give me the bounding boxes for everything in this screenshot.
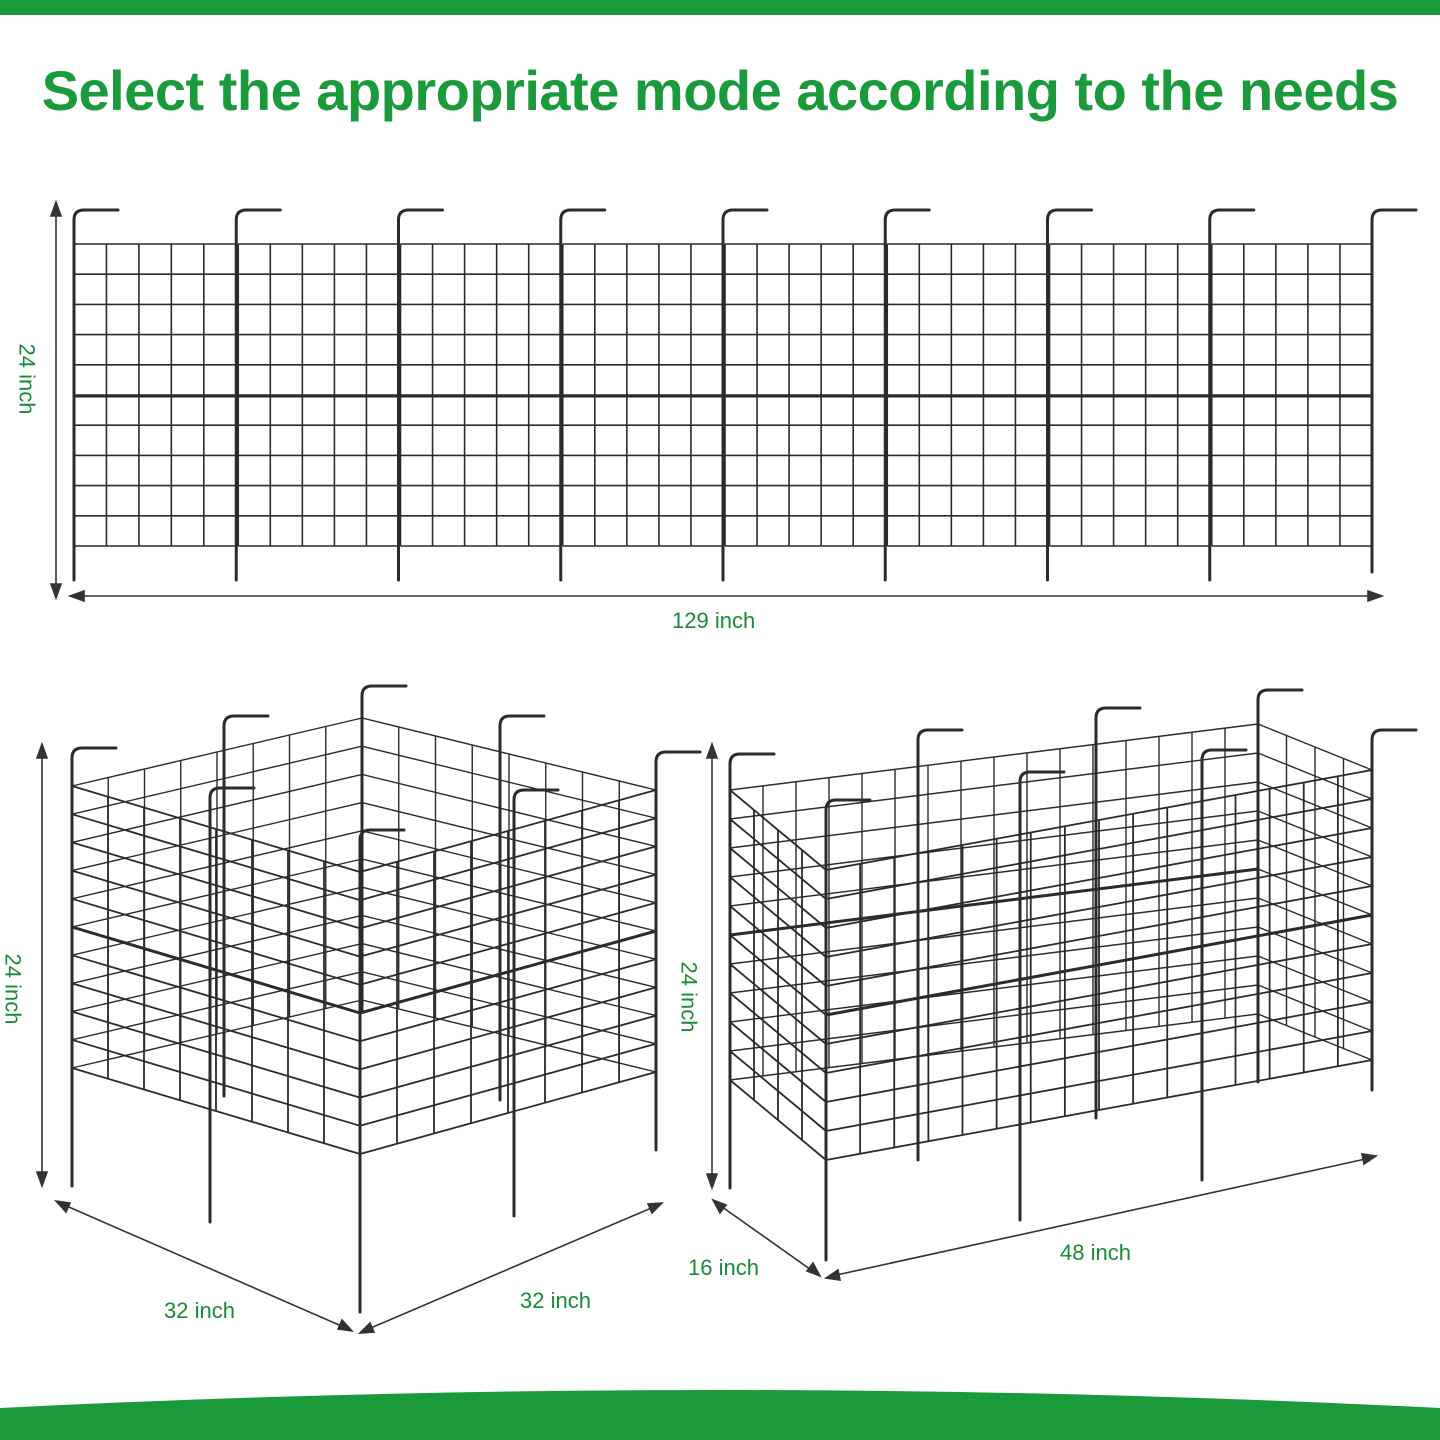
square-side-b-label: 32 inch [520, 1288, 591, 1313]
rectangle-height-arrow [707, 744, 717, 1188]
rectangle-enclosure-panels [730, 690, 1416, 1260]
rectangle-depth-label: 16 inch [688, 1255, 759, 1280]
straight-length-label: 129 inch [672, 608, 756, 633]
straight-height-label: 24 inch [14, 343, 40, 415]
square-side-a-label: 32 inch [164, 1298, 235, 1323]
rectangle-height-label: 24 inch [676, 961, 702, 1033]
square-height-label: 24 inch [0, 953, 26, 1025]
page-headline: Select the appropriate mode according to the needs [41, 59, 1399, 122]
rectangle-length-label: 48 inch [1060, 1240, 1131, 1265]
